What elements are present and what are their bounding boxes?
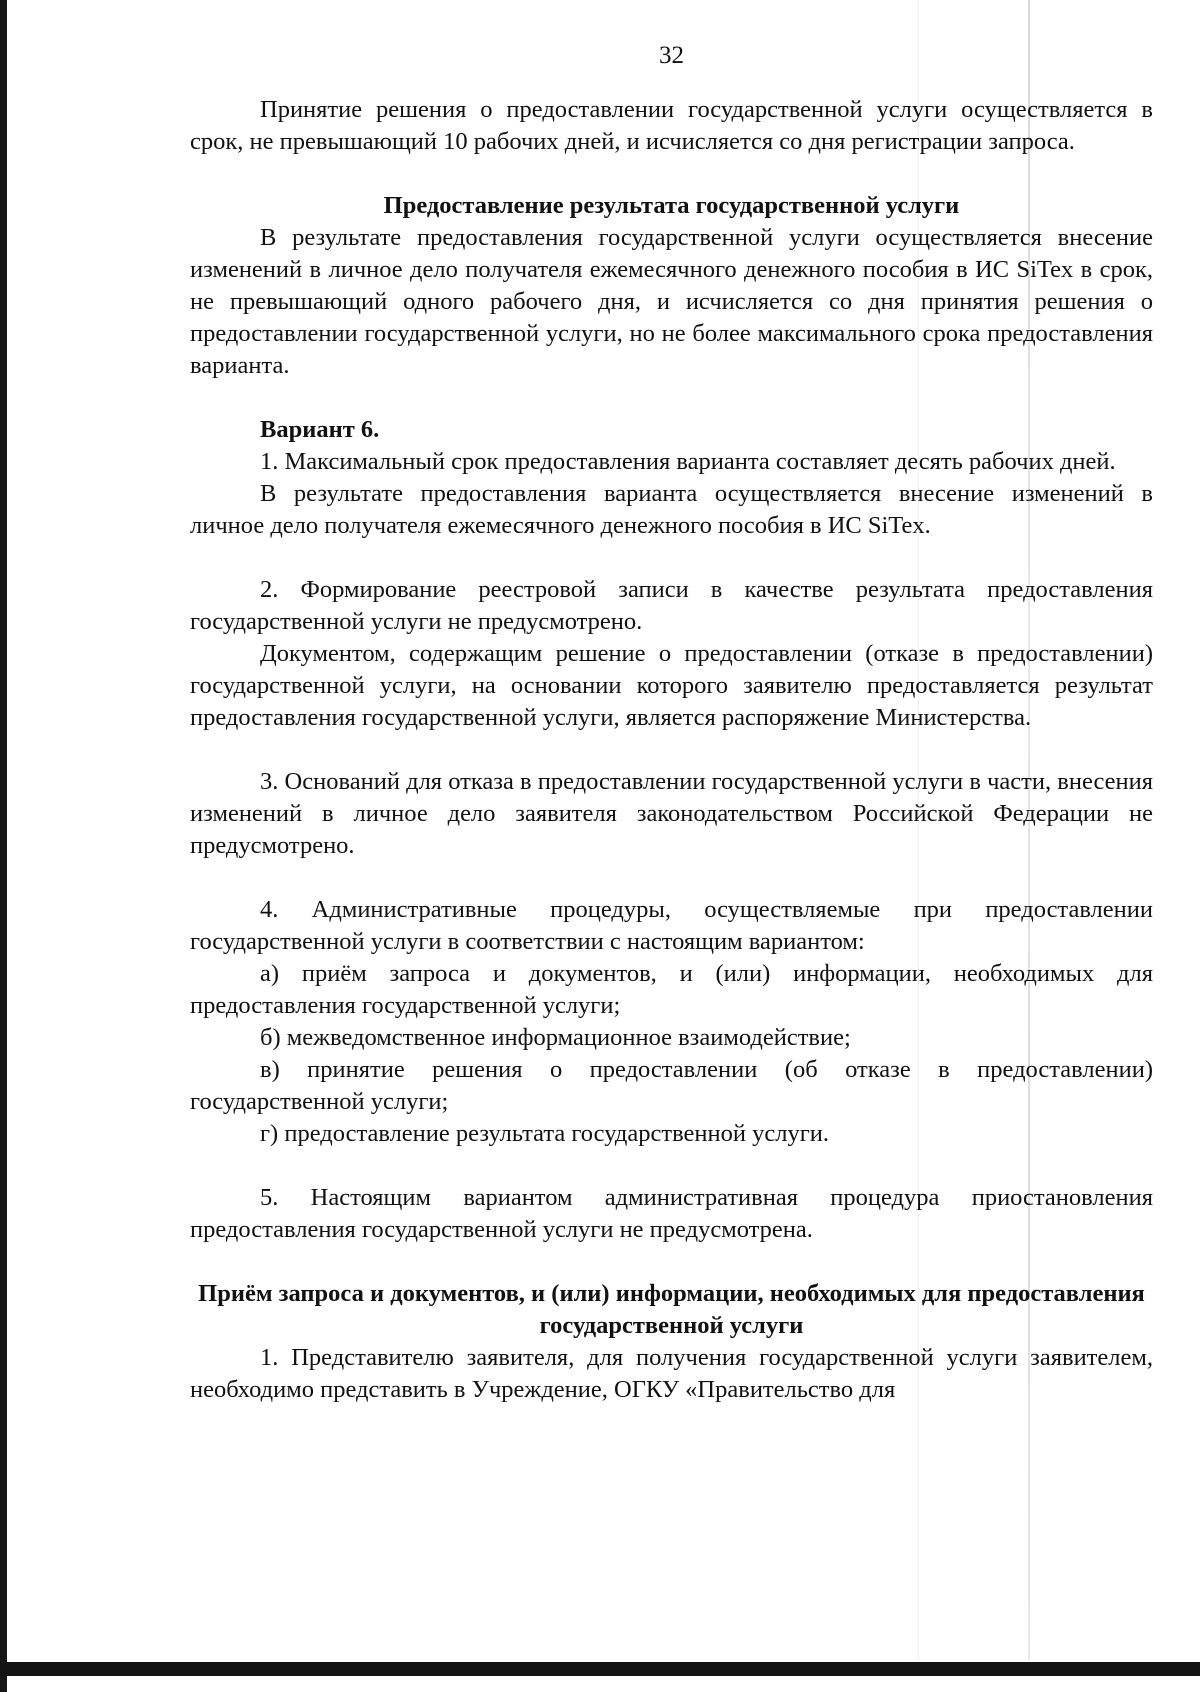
list-item-d: г) предоставление результата государственной услуги. bbox=[260, 1120, 829, 1147]
section-heading-request: Приём запроса и документов, и (или) информации, необходимых для предоставления государственной услуги bbox=[198, 1280, 1145, 1339]
paragraph-item-2: 2. Формирование реестровой записи в качестве результата предоставления государственной услуги не предусмотрено. bbox=[190, 576, 1153, 635]
page-number: 32 bbox=[659, 42, 684, 69]
paragraph-item-4: 4. Административные процедуры, осуществляемые при предоставлении государственной услуги в соответствии с настоящим вариантом: bbox=[190, 896, 1153, 955]
scan-edge-bottom bbox=[0, 1662, 1200, 1676]
paragraph-item-5: 5. Настоящим вариантом административная процедура приостановления предоставления государственной услуги не предусмотрена. bbox=[190, 1184, 1153, 1243]
document-body bbox=[190, 94, 1153, 1406]
scan-edge-left bbox=[0, 0, 7, 1692]
paragraph-item-3: 3. Оснований для отказа в предоставлении государственной услуги в части, внесения изменений в личное дело заявителя законодательством Российской Федерации не предусмотрено. bbox=[190, 768, 1153, 859]
list-item-a: а) приём запроса и документов, и (или) информации, необходимых для предоставления государственной услуги; bbox=[190, 960, 1153, 1019]
paragraph-item-1: 1. Максимальный срок предоставления варианта составляет десять рабочих дней. bbox=[260, 448, 1116, 475]
paragraph-request-1: 1. Представителю заявителя, для получения государственной услуги заявителем, необходимо представить в Учреждение, ОГКУ «Правительство для bbox=[190, 1344, 1153, 1403]
paragraph-item-2-document: Документом, содержащим решение о предоставлении (отказе в предоставлении) государственной услуги, на основании которого заявителю предоставляется результат предоставления государственной услуги, является распоряжение Министерства. bbox=[190, 640, 1153, 731]
list-item-b: б) межведомственное информационное взаимодействие; bbox=[260, 1024, 851, 1051]
section-heading-result: Предоставление результата государственной услуги bbox=[383, 192, 960, 219]
paragraph-result: В результате предоставления государственной услуги осуществляется внесение изменений в личное дело получателя ежемесячного денежного пособия в ИС SiTex в срок, не превышающий одного рабочего дня, и исчисляется со дня принятия решения о предоставлении государственной услуги, но не более максимального срока предоставления варианта. bbox=[190, 224, 1153, 379]
list-item-c: в) принятие решения о предоставлении (об отказе в предоставлении) государственной услуги; bbox=[190, 1056, 1153, 1115]
paragraph-item-1-result: В результате предоставления варианта осуществляется внесение изменений в личное дело получателя ежемесячного денежного пособия в ИС SiTex. bbox=[190, 480, 1153, 539]
variant-heading: Вариант 6. bbox=[260, 416, 380, 443]
paragraph-decision-term: Принятие решения о предоставлении государственной услуги осуществляется в срок, не превышающий 10 рабочих дней, и исчисляется со дня регистрации запроса. bbox=[190, 96, 1153, 155]
